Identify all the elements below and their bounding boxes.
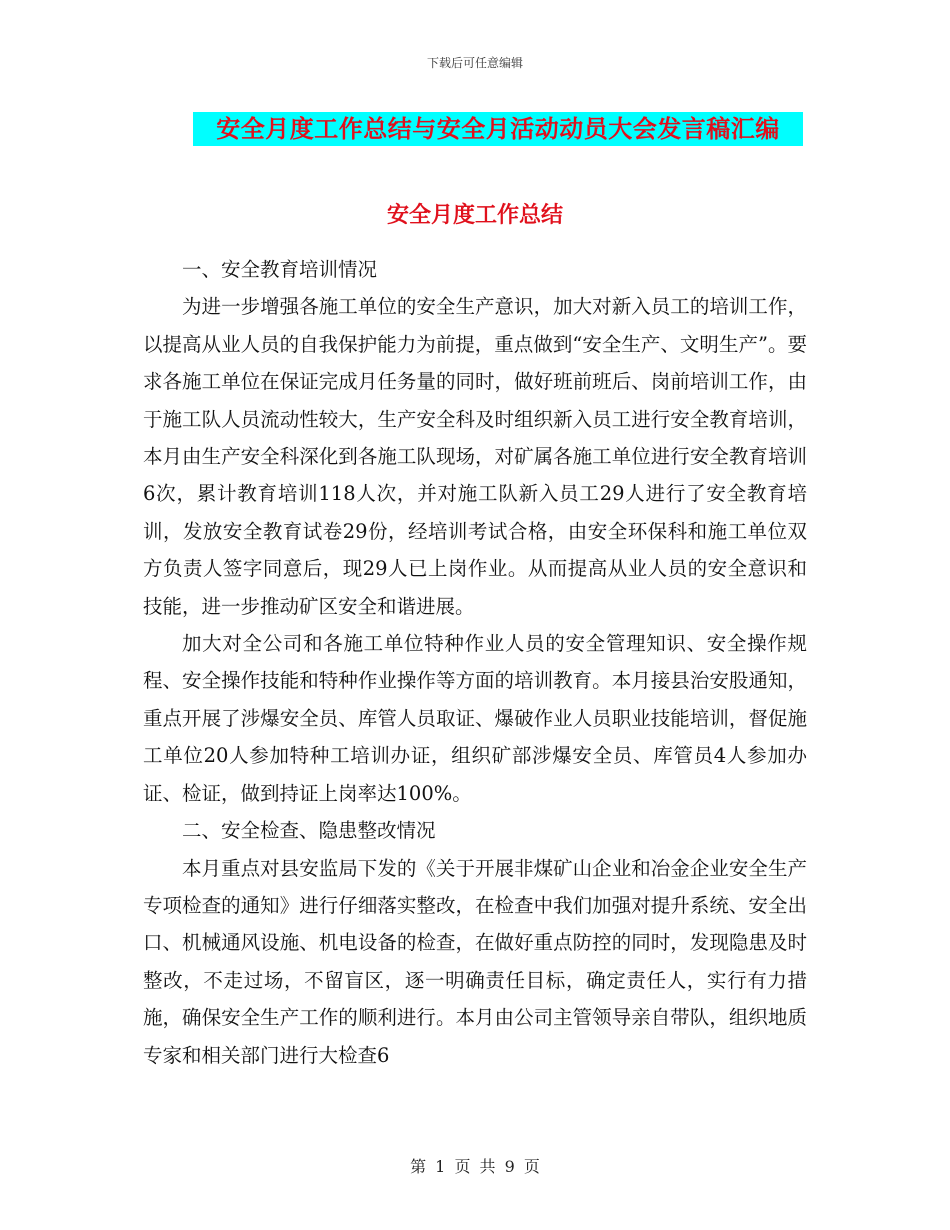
section-title: 安全月度工作总结: [386, 203, 563, 228]
paragraph-special-operators-training: 加大对全公司和各施工单位特种作业人员的安全管理知识、安全操作规程、安全操作技能和特种作业操作等方面的培训教育。本月接县治安股通知，重点开展了涉爆安全员、库管人员取证、爆破作业人员职业技能培训，督促施工单位20人参加特种工培训办证，组织矿部涉爆安全员、库管员4人参加办证、检证，做到持证上岗率达100%。: [143, 632, 807, 805]
paragraph-new-staff-training: 为进一步增强各施工单位的安全生产意识，加大对新入员工的培训工作，以提高从业人员的自我保护能力为前提，重点做到“安全生产、文明生产”。要求各施工单位在保证完成月任务量的同时，做好班前班后、岗前培训工作，由于施工队人员流动性较大，生产安全科及时组织新入员工进行安全教育培训，本月由生产安全科深化到各施工队现场，对矿属各施工单位进行安全教育培训6次，累计教育培训118人次，并对施工队新入员工29人进行了安全教育培训，发放安全教育试卷29份，经培训考试合格，由安全环保科和施工单位双方负责人签字同意后，现29人已上岗作业。从而提高从业人员的安全意识和技能，进一步推动矿区安全和谐进展。: [143, 295, 807, 618]
document-main-title: 安全月度工作总结与安全月活动动员大会发言稿汇编: [193, 112, 803, 146]
paragraph-inspection-rectification: 本月重点对县安监局下发的《关于开展非煤矿山企业和冶金企业安全生产专项检查的通知》进行仔细落实整改，在检查中我们加强对提升系统、安全出口、机械通风设施、机电设备的检查，在做好重点防控的同时，发现隐患及时整改，不走过场，不留盲区，逐一明确责任目标，确定责任人，实行有力措施，确保安全生产工作的顺利进行。本月由公司主管领导亲自带队，组织地质专家和相关部门进行大检查6: [143, 856, 807, 1067]
heading-safety-inspection: 二、安全检查、隐患整改情况: [182, 819, 436, 843]
document-body: [143, 251, 807, 1074]
heading-safety-training: 一、安全教育培训情况: [182, 258, 378, 281]
page-number: 第 1 页 共 9 页: [410, 1157, 540, 1176]
header-note: 下载后可任意编辑: [426, 56, 523, 70]
